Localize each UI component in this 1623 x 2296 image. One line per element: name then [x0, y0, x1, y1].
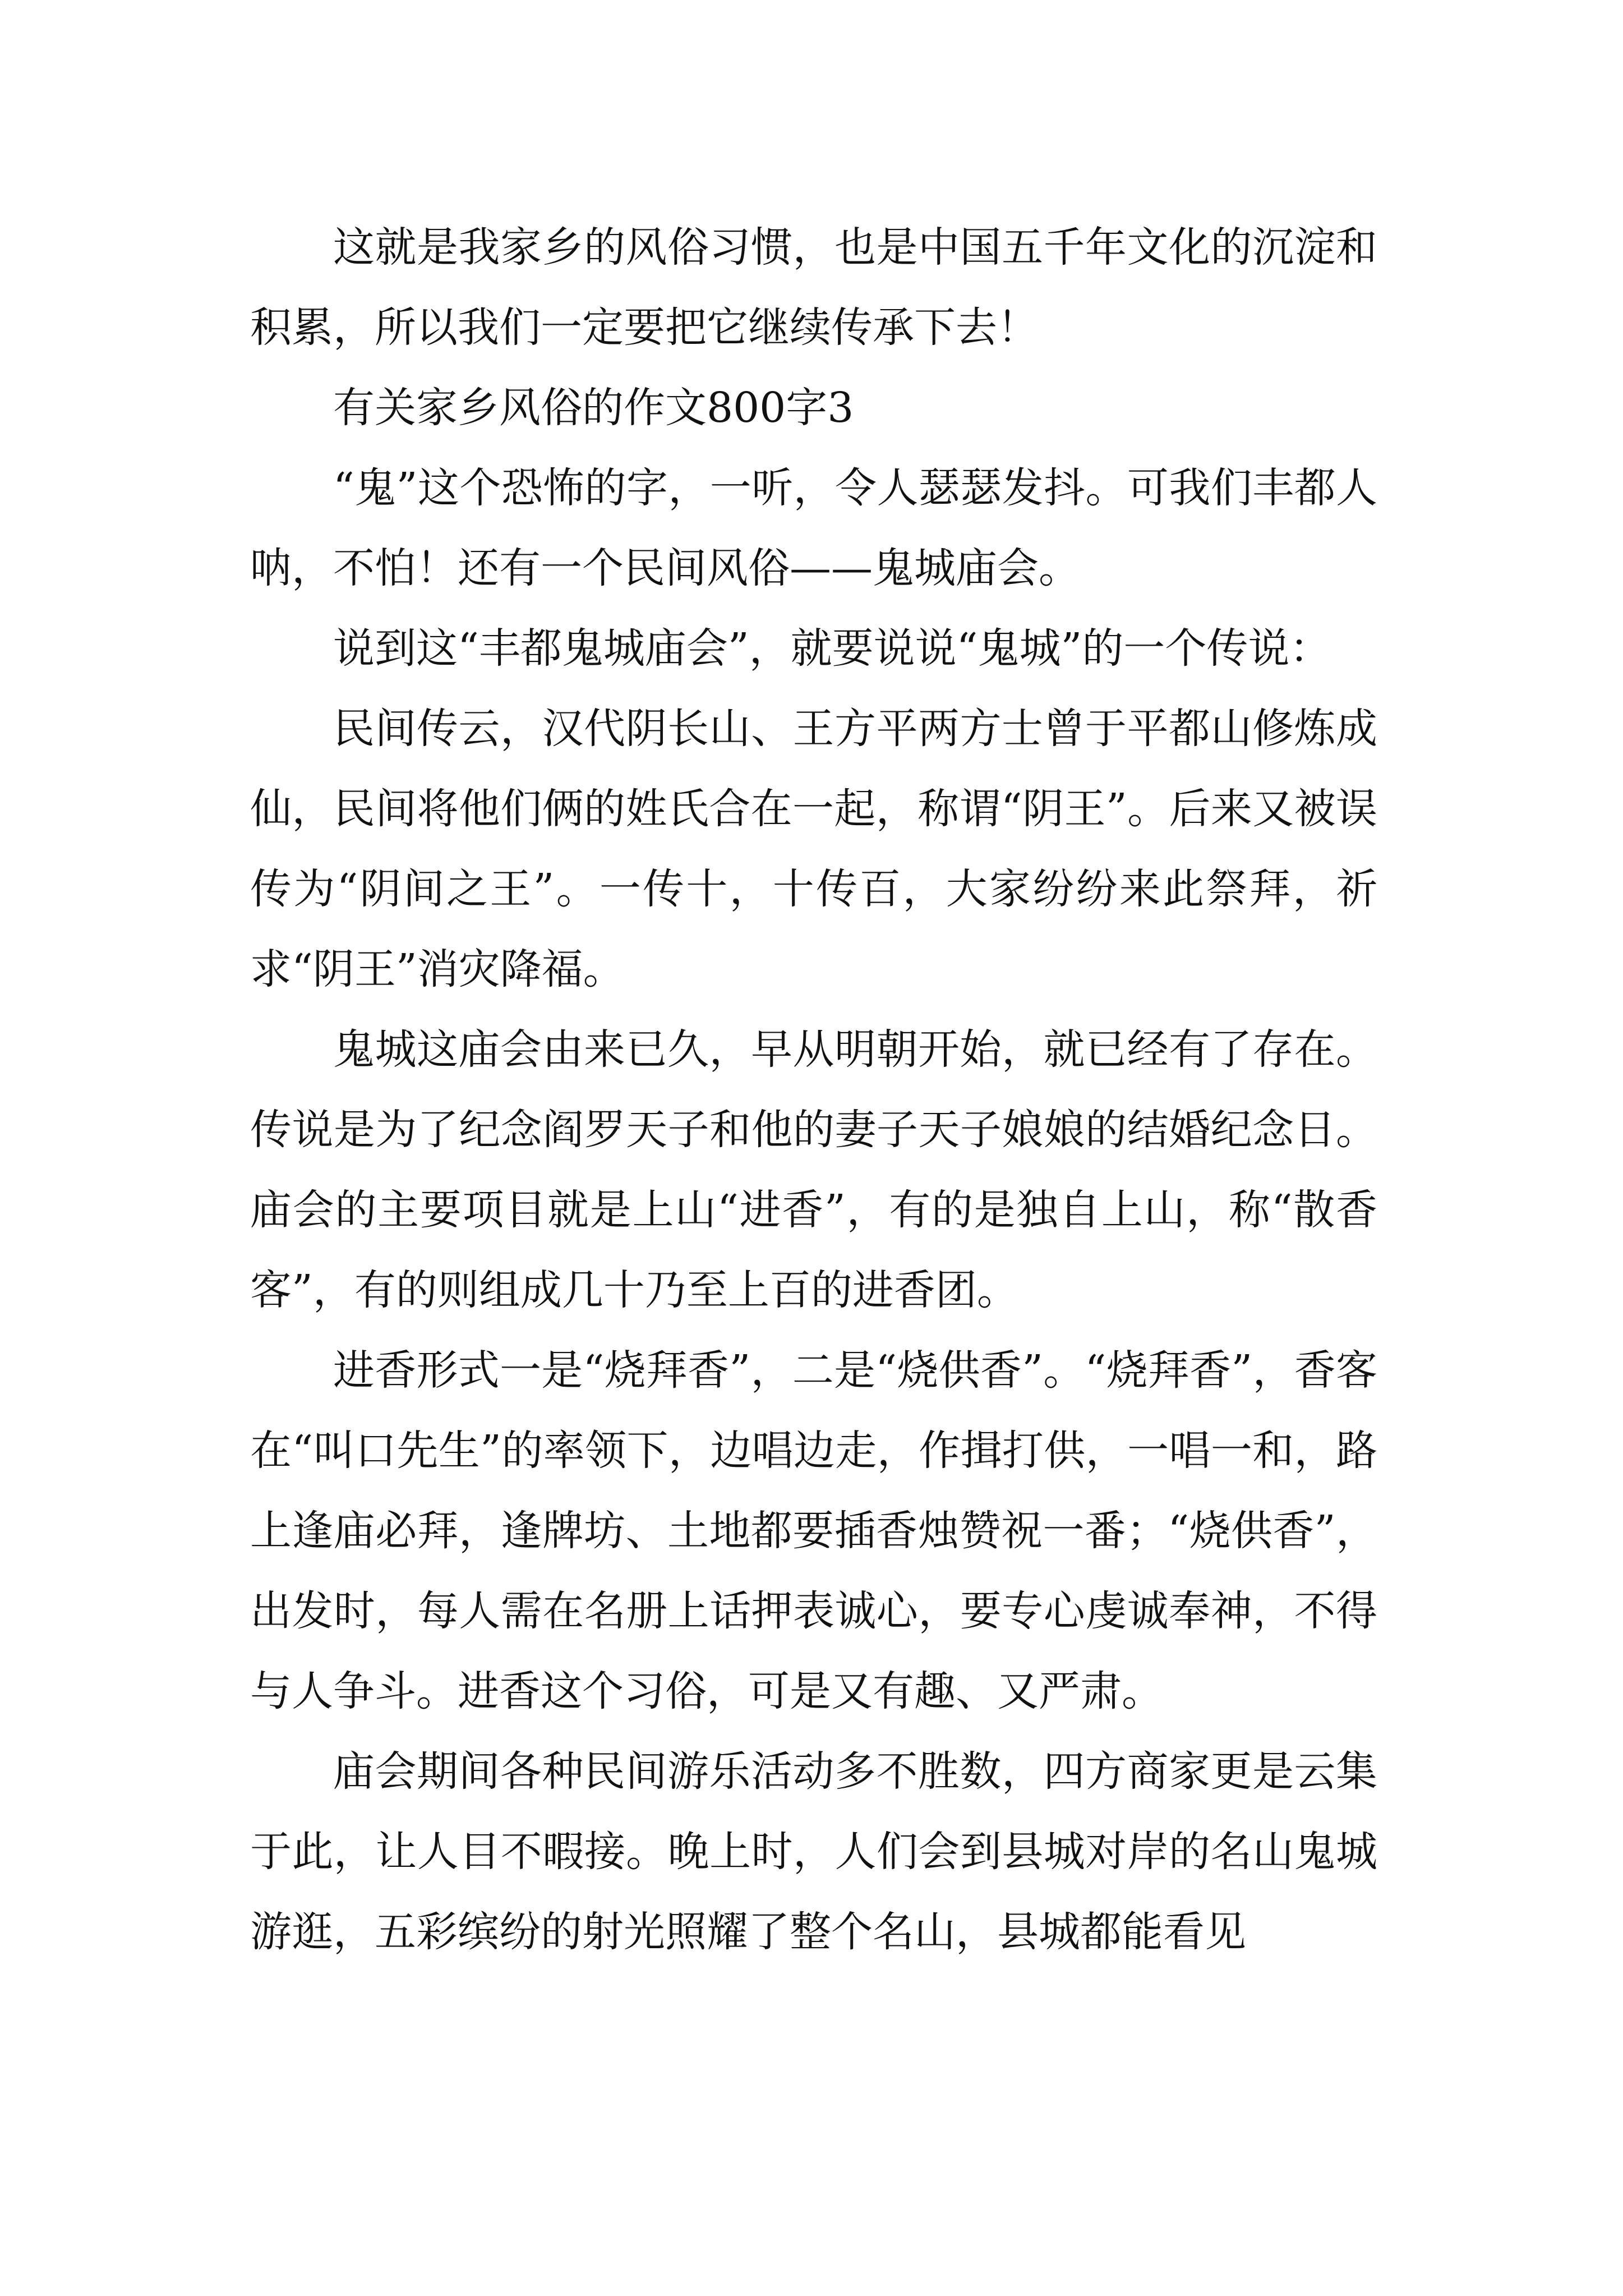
paragraph-legend-lead: 说到这“丰都鬼城庙会”，就要说说“鬼城”的一个传说：: [333, 624, 1331, 673]
paragraph-festival: 庙会期间各种民间游乐活动多不胜数，四方商家更是云集于此，让人目不暇接。晚上时，人们会到县城对岸的名山鬼城游逛，五彩缤纷的射光照耀了整个名山，县城都能看见: [250, 1747, 1377, 1956]
paragraph-legend: 民间传云，汉代阴长山、王方平两方士曾于平都山修炼成仙，民间将他们俩的姓氏合在一起，称谓“阴王”。后来又被误传为“阴间之王”。一传十，十传百，大家纷纷来此祭拜，祈求“阴王”消灾降福。: [250, 705, 1377, 993]
document-body: [250, 208, 1377, 1972]
paragraph-intro: “鬼”这个恐怖的字，一听，令人瑟瑟发抖。可我们丰都人呐，不怕！还有一个民间风俗——鬼城庙会。: [250, 464, 1377, 592]
paragraph-conclusion: 这就是我家乡的风俗习惯，也是中国五千年文化的沉淀和积累，所以我们一定要把它继续传承下去！: [250, 223, 1377, 352]
paragraph-incense: 进香形式一是“烧拜香”，二是“烧供香”。“烧拜香”，香客在“叫口先生”的率领下，边唱边走，作揖打供，一唱一和，路上逢庙必拜，逢牌坊、土地都要插香烛赞祝一番；“烧供香”，出发时，每人需在名册上话押表诚心，要专心虔诚奉神，不得与人争斗。进香这个习俗，可是又有趣、又严肃。: [250, 1346, 1377, 1715]
paragraph-history: 鬼城这庙会由来已久，早从明朝开始，就已经有了存在。传说是为了纪念阎罗天子和他的妻子天子娘娘的结婚纪念日。庙会的主要项目就是上山“进香”，有的是独自上山，称“散香客”，有的则组成几十乃至上百的进香团。: [250, 1025, 1377, 1314]
section-heading: 有关家乡风俗的作文800字3: [333, 384, 854, 432]
